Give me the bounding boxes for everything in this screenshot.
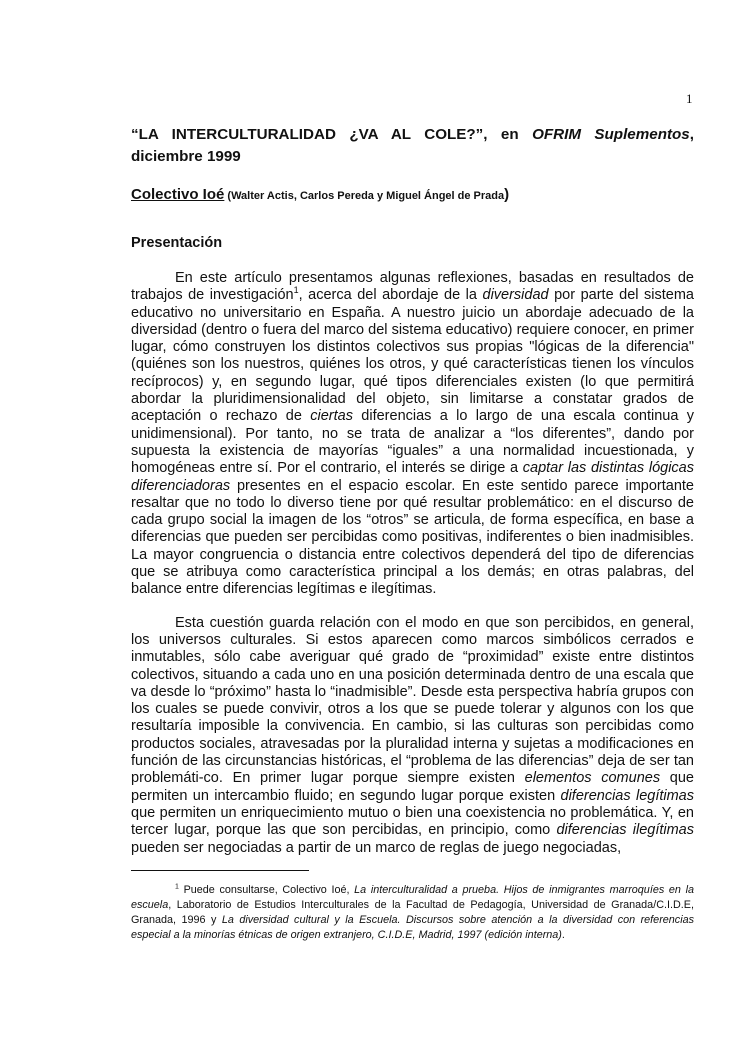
emphasis: diferencias ilegítimas	[556, 822, 694, 839]
text-run: que permiten un enriquecimiento mutuo o bien una coexistencia no problemática. Y, en tercer lugar, porque las que son percibidas, en principio, como	[131, 804, 694, 839]
text-run: , Laboratorio de Estudios Interculturales de la Facultad de Pedagogía, Universidad de Granada/C.I.D.E, Granada, 1996 y	[131, 899, 694, 926]
text-run: En este artículo presentamos algunas reflexiones, basadas en resultados de trabajos de investigación	[131, 270, 694, 304]
footnote-reference: 1	[293, 285, 299, 296]
emphasis: diversidad	[482, 287, 549, 304]
paragraph-2	[131, 615, 694, 857]
author-collective: Colectivo Ioé	[131, 186, 225, 203]
paragraph-1	[131, 270, 694, 599]
author-names: (Walter Actis, Carlos Pereda y Miguel Ángel de Prada	[224, 190, 505, 202]
page-number: 1	[686, 91, 693, 106]
document-title	[131, 124, 694, 168]
publication-date: , diciembre 1999	[131, 126, 694, 165]
emphasis: captar las distintas lógicas diferenciadoras	[131, 460, 694, 494]
text-run: por parte del sistema educativo no universitario en España. A nuestro juicio un abordaje adecuado de la diversidad (dentro o fuera del marco del sistema educativo) requiere conocer, en primer lugar, cómo construyen los distintos colectivos sus propias "lógicas de la diferencia" (quiénes son los nuestros, quiénes los otros, y qué características tienen los vínculos recíprocos) y, en segundo lugar, qué tipos diferenciales existen (lo que permitirá abordar la pluridimensionalidad del objeto, sin limitarse a constatar grados de aceptación o rechazo de	[131, 287, 694, 425]
emphasis: La diversidad cultural y la Escuela. Discursos sobre atención a la diversidad con referencias especial a la minorías étnicas de origen extranjero, C.I.D.E, Madrid, 1997 (edición interna)	[131, 914, 694, 941]
emphasis: ciertas	[310, 408, 353, 425]
text-run: diferencias a lo largo de una escala continua y unidimensional). Por tanto, no se trata de analizar a “los diferentes”, dando por supuesta la existencia de mayorías “iguales” a una normalidad incuestionada, y homogéneas entre sí. Por el contrario, el interés se dirige a	[131, 408, 694, 477]
emphasis: elementos comunes	[524, 770, 661, 787]
footnote-number: 1	[175, 883, 179, 891]
publication-name: OFRIM Suplementos	[532, 126, 690, 143]
text-run: Puede consultarse, Colectivo Ioé,	[178, 884, 355, 896]
emphasis: La interculturalidad a prueba. Hijos de inmigrantes marroquíes en la escuela	[131, 884, 694, 911]
document-body	[131, 124, 694, 871]
text-run: presentes en el espacio escolar. En este sentido parece importante resaltar que no todo lo diverso tiene por qué resultar problemático: en el discurso de cada grupo social la imagen de los “otros” se articula, de forma específica, en base a diferencias que pueden ser percibidas como positivas, indiferentes o bien inadmisibles. La mayor congruencia o distancia entre colectivos dependerá del tipo de diferencias que se atribuya como característica principal a los demás; en otras palabras, del balance entre diferencias legítimas e ilegítimas.	[131, 477, 694, 598]
text-run: que permiten un intercambio fluido; en segundo lugar porque existen	[131, 770, 694, 804]
footnote-1	[131, 883, 694, 943]
emphasis: diferencias legítimas	[560, 787, 694, 804]
section-title: Presentación	[131, 235, 223, 251]
text-run: pueden ser negociadas a partir de un marco de reglas de juego negociadas,	[131, 839, 622, 856]
title-main: “LA INTERCULTURALIDAD ¿VA AL COLE?”,	[131, 126, 501, 143]
title-connector: en	[500, 126, 533, 143]
text-run: Esta cuestión guarda relación con el modo en que son percibidos, en general, los universos culturales. Si estos aparecen como marcos simbólicos cerrados e inmutables, sólo cabe averiguar qué grado de “proximidad” existe entre distintos colectivos, situando a cada uno en una posición determinada dentro de una escala que va desde lo “próximo” hasta lo “inadmisible”. Desde esta perspectiva habría grupos con los cuales se puede convivir, otros a los que se puede tolerar y algunos con los que resultaría imposible la convivencia. En cambio, si las culturas son percibidas como productos sociales, atravesadas por la pluralidad interna y sujetas a modificaciones en función de las circunstancias históricas, el “problema de las diferencias” deja de ser tan problemáti-co. En primer lugar porque siempre existen	[131, 614, 694, 787]
text-run: , acerca del abordaje de la	[298, 287, 483, 304]
text-run: .	[561, 929, 565, 941]
author-line	[131, 185, 694, 206]
author-close-paren: )	[504, 186, 510, 203]
footnote-separator	[131, 870, 309, 871]
